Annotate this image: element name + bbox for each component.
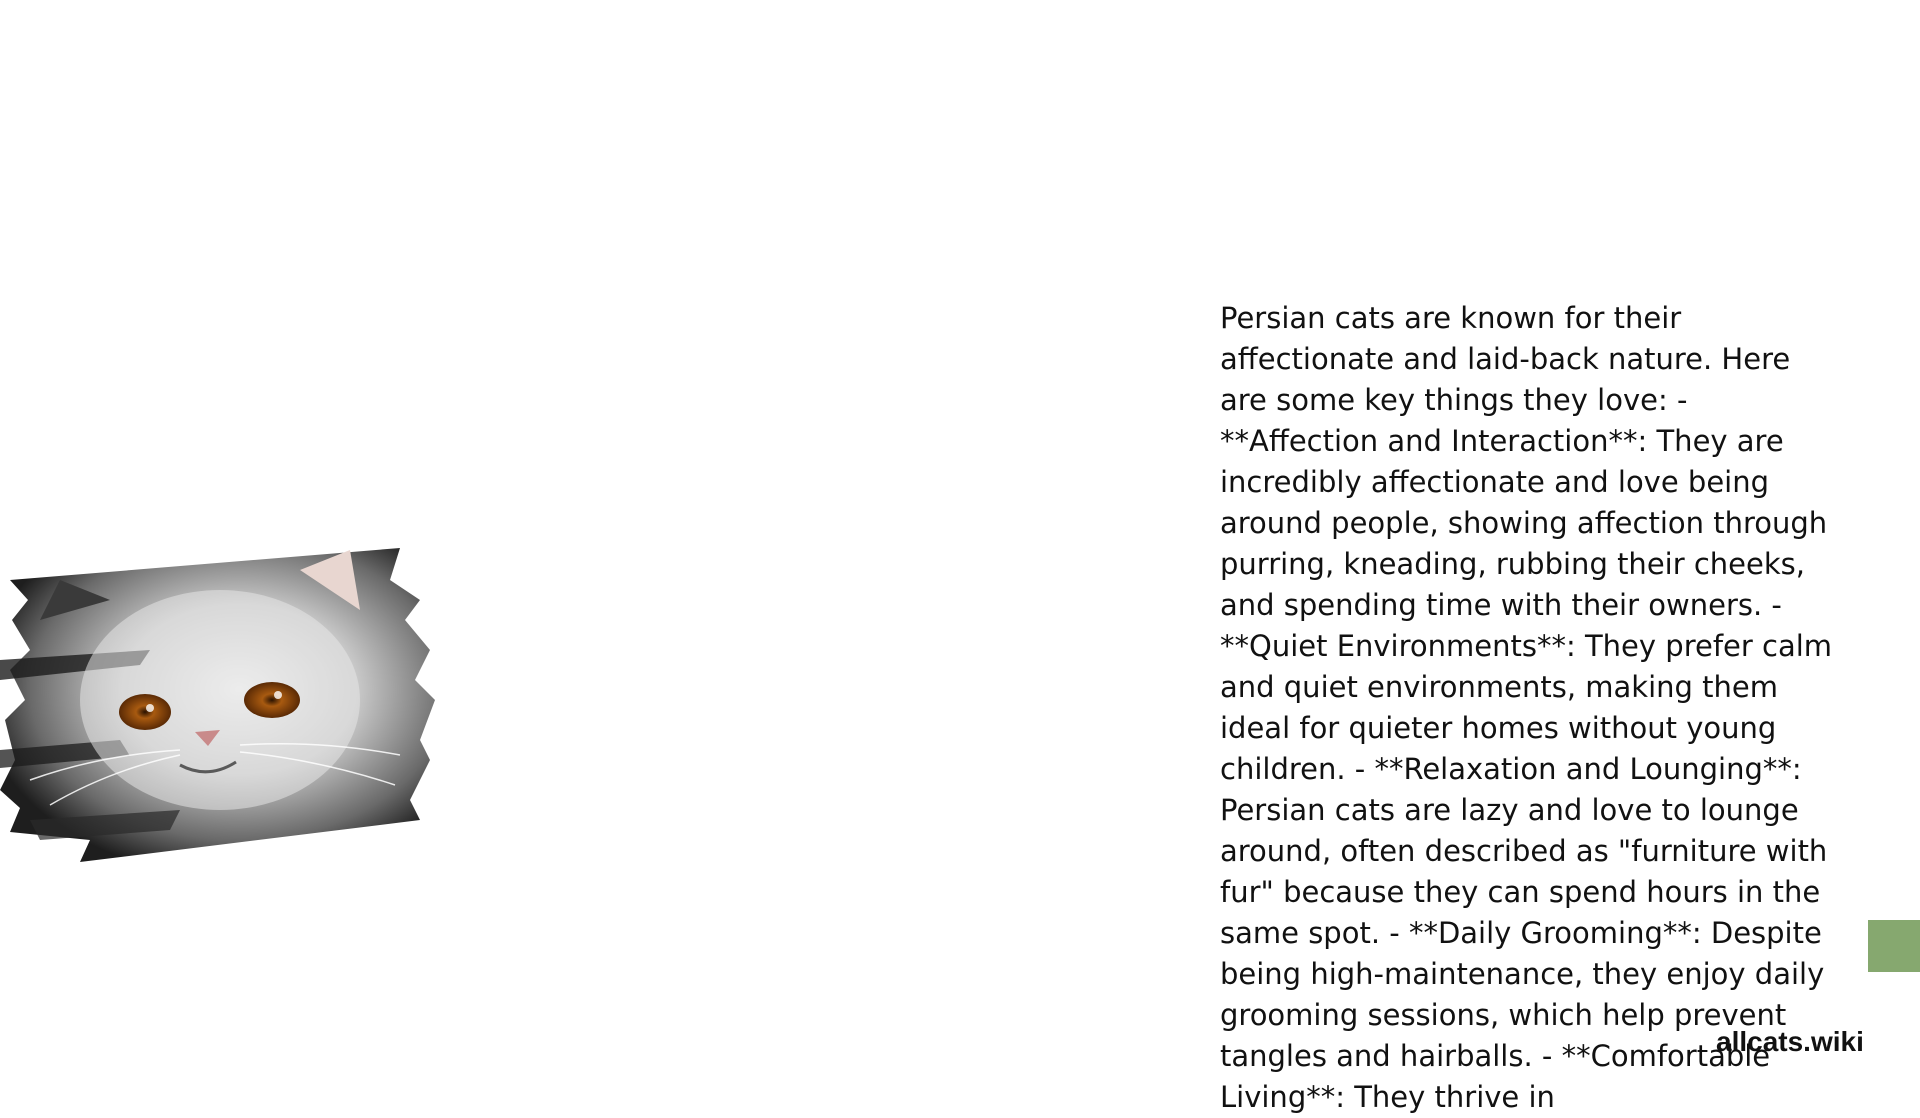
article-text: Persian cats are known for their affectionate and laid-back nature. Here are some key things they love: - **Affection and Interaction**: They are incredibly affectionate and love being around people, showing affection through purring, kneading, rubbing their cheeks, and spending time with their owners. - **Quiet Environments**: They prefer calm and quiet environments, making them ideal for quieter homes without young children. - **Relaxation and Lounging**: Persian cats are lazy and love to lounge around, often described as "furniture with fur" because they can spend hours in the same spot. - **Daily Grooming**: Despite being high-maintenance, they enjoy daily grooming sessions, which help prevent tangles and hairballs. - **Comfortable Living**: They thrive in	[1220, 301, 1833, 1114]
accent-square	[1868, 920, 1920, 972]
persian-cat-image	[0, 540, 440, 860]
site-watermark: allcats.wiki	[1716, 1026, 1864, 1057]
